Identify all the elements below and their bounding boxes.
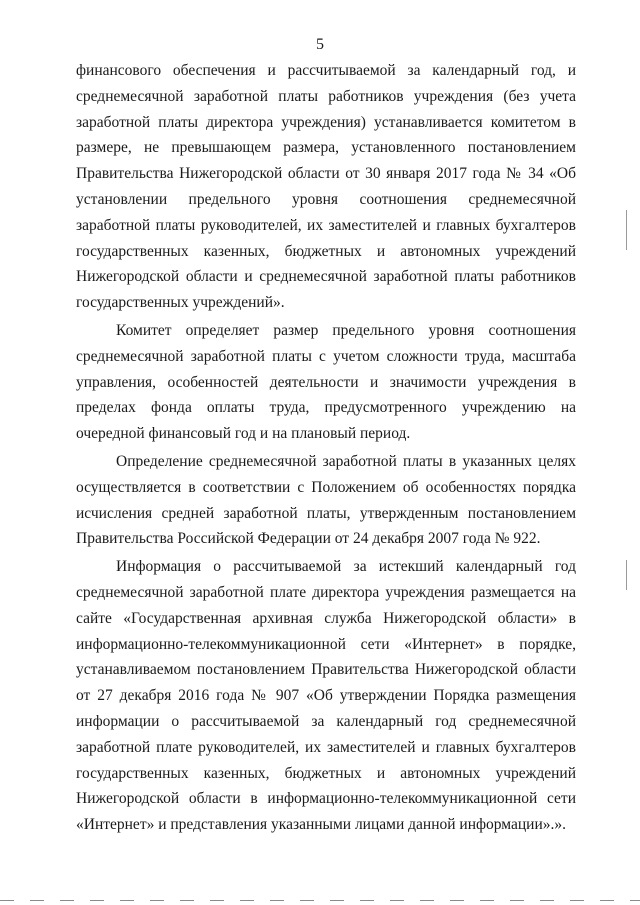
paragraph-3 (76, 449, 576, 552)
scan-bottom-dashes (0, 900, 640, 901)
text-line: «Интернет» и представления указанными лицами данной информации».». (76, 816, 567, 834)
text-line: Правительства Российской Федерации от 24 декабря 2007 года № 922. (76, 530, 541, 548)
text-line: размере, не превышающем размера, установленного постановлением (76, 139, 576, 157)
text-line: заработной платы директора учреждения) устанавливается комитетом в (76, 113, 576, 131)
text-line: устанавливаемом постановлением Правительства Нижегородской области (76, 661, 576, 679)
text-line: Нижегородской области и среднемесячной заработной платы работников (76, 268, 576, 286)
text-line: государственных казенных, бюджетных и автономных учреждений (76, 764, 576, 782)
text-line: от 27 декабря 2016 года № 907 «Об утверждении Порядка размещения (76, 687, 576, 705)
text-line: Комитет определяет размер предельного уровня соотношения (116, 321, 576, 339)
text-line: Информация о рассчитываемой за истекший календарный год (116, 558, 576, 576)
paragraph-1 (76, 58, 576, 316)
text-line: очередной финансовый год и на плановый период. (76, 425, 411, 443)
text-line: среднемесячной заработной плате директора учреждения размещается на (76, 583, 576, 601)
text-line: пределах фонда оплаты труда, предусмотренного учреждению на (76, 399, 576, 417)
scan-edge-mark (626, 560, 627, 590)
scan-edge-mark (626, 210, 627, 250)
text-line: осуществляется в соответствии с Положением об особенностях порядка (76, 478, 576, 496)
text-line: установлении предельного уровня соотношения среднемесячной (76, 190, 576, 208)
text-line: информации о рассчитываемой за календарный год среднемесячной (76, 712, 576, 730)
text-line: финансового обеспечения и рассчитываемой за календарный год, и (76, 62, 576, 79)
text-line: сайте «Государственная архивная служба Нижегородской области» в (76, 609, 576, 627)
text-line: исчисления средней заработной платы, утвержденным постановлением (76, 504, 576, 522)
text-line: государственных учреждений». (76, 294, 285, 312)
paragraph-2 (76, 318, 576, 447)
document-body (76, 58, 576, 838)
page-number: 5 (316, 36, 324, 53)
text-line: заработной платы руководителей, их заместителей и главных бухгалтеров (76, 216, 576, 234)
text-line: Определение среднемесячной заработной платы в указанных целях (116, 452, 576, 470)
text-line: Нижегородской области в информационно-телекоммуникационной сети (76, 790, 576, 808)
text-line: государственных казенных, бюджетных и автономных учреждений (76, 242, 576, 260)
text-line: управления, особенностей деятельности и значимости учреждения в (76, 373, 576, 391)
text-line: информационно-телекоммуникационной сети «Интернет» в порядке, (76, 635, 576, 653)
text-line: заработной плате руководителей, их заместителей и главных бухгалтеров (76, 738, 576, 756)
text-line: среднемесячной заработной платы с учетом сложности труда, масштаба (76, 347, 576, 365)
paragraph-4 (76, 554, 576, 838)
text-line: среднемесячной заработной платы работников учреждения (без учета (76, 87, 576, 105)
text-line: Правительства Нижегородской области от 30 января 2017 года № 34 «Об (76, 165, 576, 183)
